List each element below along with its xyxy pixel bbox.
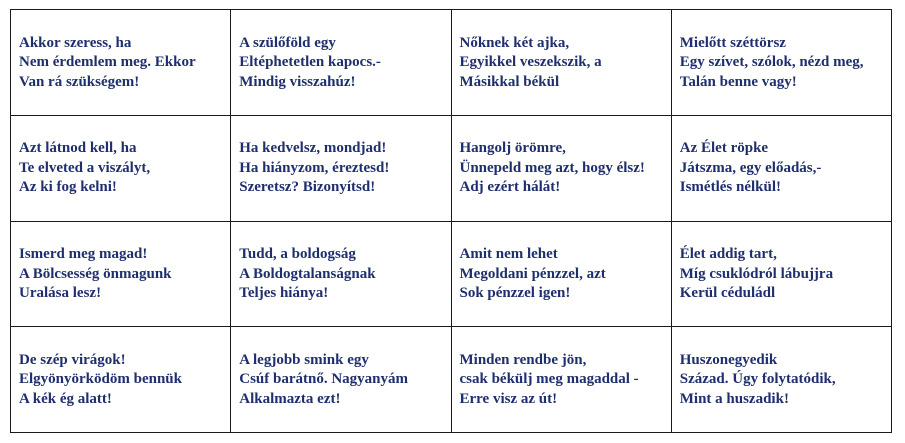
quote-line: Egy szívet, szólok, nézd meg, [679,54,864,71]
quote-line: De szép virágok! [19,351,126,368]
quote-line: Erre visz az út! [459,390,558,407]
table-cell [11,116,231,222]
table-cell [452,327,672,433]
table-cell [452,222,672,328]
table-cell [231,327,451,433]
quote-line: Élet addig tart, [679,246,777,263]
quote-line: Míg csuklódról lábujjra [679,265,834,282]
quote-line: Ha kedvelsz, mondjad! [239,140,387,157]
quote-line: A Boldogtalanságnak [239,265,376,282]
quote-line: Nem érdemlem meg. Ekkor [19,54,196,71]
quote-line: Uralása lesz! [19,285,102,302]
quote-line: csak békülj meg magaddal - [459,371,639,388]
quote-line: Adj ezért hálát! [459,179,561,196]
quote-line: A szülőföld egy [239,34,336,51]
table-cell [672,116,892,222]
quote-line: Van rá szükségem! [19,73,140,90]
quote-line: Akkor szeress, ha [19,34,132,51]
table-cell [11,222,231,328]
quote-line: Te elveted a viszályt, [19,159,151,176]
table-cell [231,116,451,222]
table-cell [11,10,231,116]
quote-line: Ismerd meg magad! [19,246,148,263]
quote-line: Elgyönyörködöm bennük [19,371,182,388]
quote-line: Ünnepeld meg azt, hogy élsz! [459,159,645,176]
quote-line: Ha hiányzom, éreztesd! [239,159,390,176]
quote-line: Század. Úgy folytatódik, [679,371,836,388]
quote-line: Nőknek két ajka, [459,34,570,51]
quote-line: Másikkal békül [459,73,560,90]
quote-line: A Bölcsesség önmagunk [19,265,172,282]
haiku-table [10,9,892,433]
quote-line: Sok pénzzel igen! [459,285,571,302]
quote-line: Játszma, egy előadás,- [679,159,822,176]
quote-line: Azt látnod kell, ha [19,140,137,157]
quote-line: Kerül céduládl [679,285,776,302]
table-cell [672,10,892,116]
quote-line: Egyikkel veszekszik, a [459,54,602,71]
table-cell [231,10,451,116]
table-cell [11,327,231,433]
table-cell [231,222,451,328]
quote-line: Eltéphetetlen kapocs.- [239,54,381,71]
quote-line: Mindig visszahúz! [239,73,356,90]
table-cell [672,327,892,433]
quote-line: Huszonegyedik [679,351,778,368]
quote-line: A kék ég alatt! [19,390,112,407]
quote-line: Szeretsz? Bizonyítsd! [239,179,376,196]
quote-line: Ismétlés nélkül! [679,179,781,196]
table-cell [452,10,672,116]
quote-line: Az ki fog kelni! [19,179,117,196]
quote-line: Talán benne vagy! [679,73,797,90]
quote-line: Megoldani pénzzel, azt [459,265,606,282]
quote-line: Tudd, a boldogság [239,246,356,263]
table-cell [672,222,892,328]
quote-line: Hangolj örömre, [459,140,566,157]
quote-line: Az Élet röpke [679,140,769,157]
quote-line: A legjobb smink egy [239,351,369,368]
quote-line: Csúf barátnő. Nagyanyám [239,371,409,388]
quote-line: Alkalmazta ezt! [239,390,341,407]
quote-line: Minden rendbe jön, [459,351,587,368]
quote-line: Mint a huszadik! [679,390,789,407]
quote-line: Mielőtt széttörsz [679,34,786,51]
table-cell [452,116,672,222]
quote-line: Amit nem lehet [459,246,558,263]
quote-line: Teljes hiánya! [239,285,329,302]
